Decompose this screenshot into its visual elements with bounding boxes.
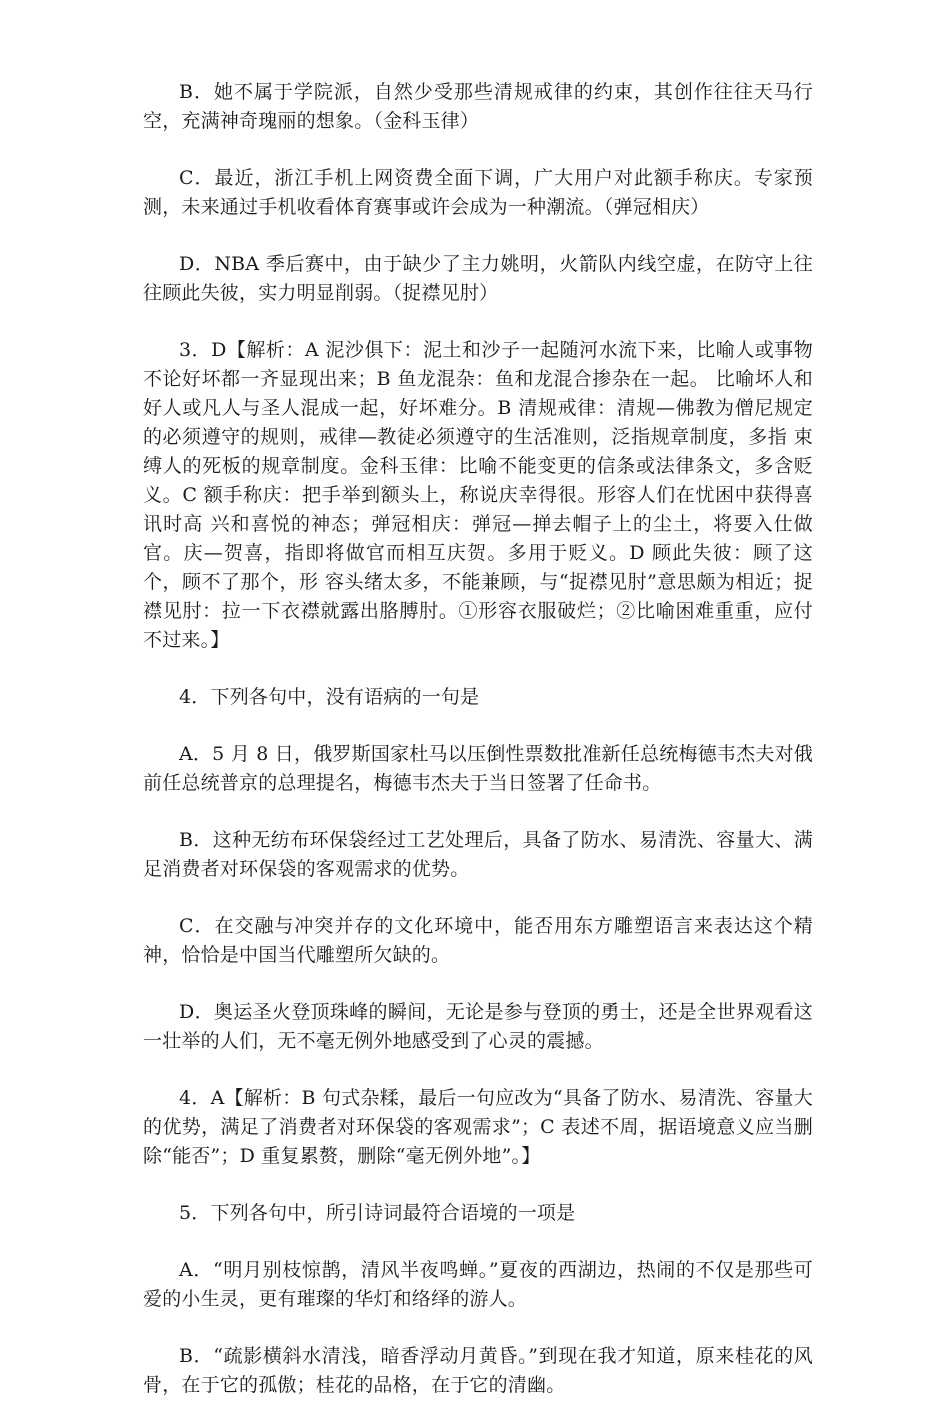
option-b-q5: B．“疏影横斜水清浅，暗香浮动月黄昏。”到现在我才知道，原来桂花的风骨，在于它的孤傲；桂花的品格，在于它的清幽。 [143, 1345, 813, 1396]
answer-analysis-q3: 3．D【解析：A 泥沙俱下：泥土和沙子一起随河水流下来，比喻人或事物不论好坏都一齐显现出来；B 鱼龙混杂：鱼和龙混合掺杂在一起。 比喻坏人和好人或凡人与圣人混成一起，好坏难分。B 清规戒律：清规—佛教为僧尼规定的必须遵守的规则，戒律—教徒必须遵守的生活准则，泛指规章制度，多指 束缚人的死板的规章制度。金科玉律：比喻不能变更的信条或法律条文，多含贬义。C 额手称庆：把手举到额头上，称说庆幸得很。形容人们在忧困中获得喜讯时高 兴和喜悦的神态；弹冠相庆：弹冠—掸去帽子上的尘土，将要入仕做官。庆—贺喜，指即将做官而相互庆贺。多用于贬义。D 顾此失彼：顾了这个，顾不了那个，形 容头绪太多，不能兼顾，与“捉襟见肘”意思颇为相近；捉襟见肘：拉一下衣襟就露出胳膊肘。①形容衣服破烂；②比喻困难重重，应付不过来。】 [143, 339, 813, 651]
option-c-q4: C．在交融与冲突并存的文化环境中，能否用东方雕塑语言来表达这个精神，恰恰是中国当代雕塑所欠缺的。 [143, 915, 813, 966]
question-5-stem: 5．下列各句中，所引诗词最符合语境的一项是 [179, 1202, 576, 1224]
option-d-q4: D．奥运圣火登顶珠峰的瞬间，无论是参与登顶的勇士，还是全世界观看这一壮举的人们，无不毫无例外地感受到了心灵的震撼。 [143, 1001, 813, 1052]
option-a-q5: A．“明月别枝惊鹊，清风半夜鸣蝉。”夏夜的西湖边，热闹的不仅是那些可爱的小生灵，更有璀璨的华灯和络绎的游人。 [143, 1259, 813, 1310]
option-b-q2: B．她不属于学院派，自然少受那些清规戒律的约束，其创作往往天马行空，充满神奇瑰丽的想象。（金科玉律） [143, 81, 813, 132]
answer-analysis-q4: 4．A【解析：B 句式杂糅，最后一句应改为“具备了防水、易清洗、容量大的优势，满足了消费者对环保袋的客观需求”；C 表述不周，据语境意义应当删除“能否”；D 重复累赘，删除“毫无例外地”。】 [143, 1087, 813, 1167]
document-page [143, 78, 813, 1428]
option-c-q2: C．最近，浙江手机上网资费全面下调，广大用户对此额手称庆。专家预测，未来通过手机收看体育赛事或许会成为一种潮流。（弹冠相庆） [143, 167, 813, 218]
option-d-q2: D．NBA 季后赛中，由于缺少了主力姚明，火箭队内线空虚，在防守上往往顾此失彼，实力明显削弱。（捉襟见肘） [143, 253, 813, 304]
option-b-q4: B．这种无纺布环保袋经过工艺处理后，具备了防水、易清洗、容量大、满足消费者对环保袋的客观需求的优势。 [143, 829, 813, 880]
question-4-stem: 4．下列各句中，没有语病的一句是 [179, 686, 480, 708]
option-a-q4: A．5 月 8 日，俄罗斯国家杜马以压倒性票数批准新任总统梅德韦杰夫对俄前任总统普京的总理提名，梅德韦杰夫于当日签署了任命书。 [143, 743, 813, 794]
